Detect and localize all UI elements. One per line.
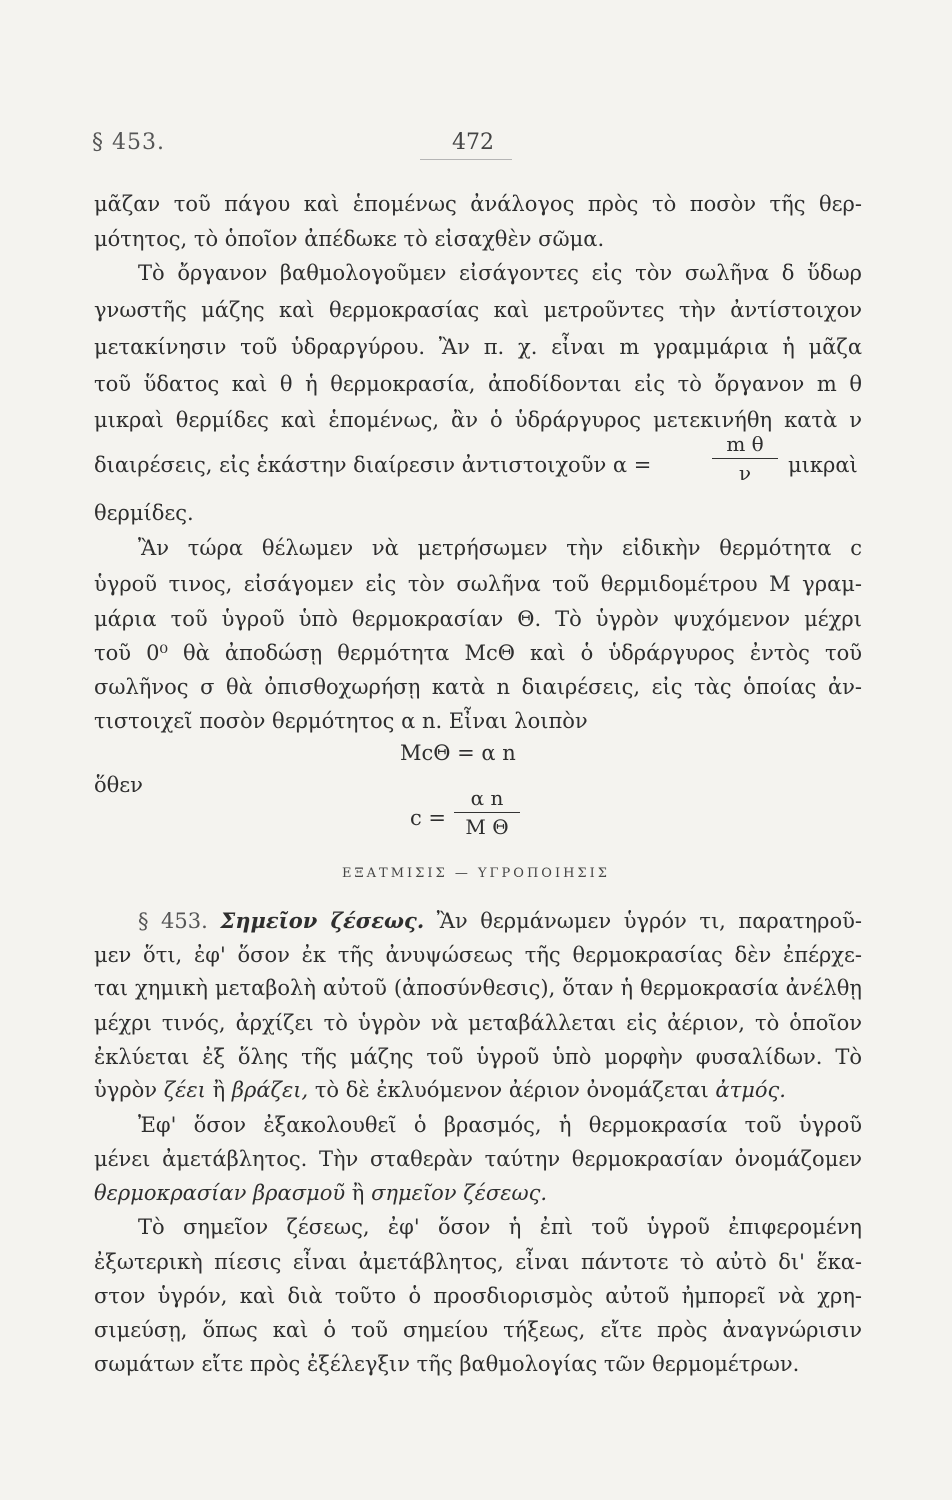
fraction-formula xyxy=(710,432,780,485)
text-line: μάρια τοῦ ὑγροῦ ὑπὸ θερμοκρασίαν Θ. Τὸ ὑγρὸν ψυχόμενον μέχρι xyxy=(94,607,862,631)
fraction-denominator: ν xyxy=(738,461,752,485)
section-heading: ΕΞΑΤΜΙΣΙΣ — ΥΓΡΟΠΟΙΗΣΙΣ xyxy=(342,866,610,881)
text-line: τιστοιχεῖ ποσὸν θερμότητος α n. Εἶναι λοιπὸν xyxy=(94,709,588,733)
formula-lhs: c = xyxy=(410,806,447,830)
text-line xyxy=(138,906,862,936)
formula-equation: McΘ = α n xyxy=(400,741,516,765)
text-line: μᾶζαν τοῦ πάγου καὶ ἑπομένως ἀνάλογος πρὸς τὸ ποσὸν τῆς θερ- xyxy=(94,192,862,216)
fraction-numerator: α n xyxy=(470,786,504,810)
fraction-numerator: m θ xyxy=(726,432,764,456)
text-line: ὑγροῦ τινος, εἰσάγομεν εἰς τὸν σωλῆνα τοῦ θερμιδομέτρου Μ γραμ- xyxy=(94,572,862,596)
term-italic: ζέει xyxy=(163,1078,206,1102)
fraction-denominator: M Θ xyxy=(465,815,509,839)
text-span: ἢ xyxy=(212,1078,226,1102)
text-line: ἐκλύεται ἐξ ὅλης τῆς μάζης τοῦ ὑγροῦ ὑπὸ μορφὴν φυσαλίδων. Τὸ xyxy=(94,1045,862,1069)
text-line: στον ὑγρόν, καὶ διὰ τοῦτο ὁ προσδιορισμὸς αὐτοῦ ἠμπορεῖ νὰ χρη- xyxy=(94,1284,862,1308)
text-span: τὸ δὲ ἐκλυόμενον ἀέριον ὀνομάζεται xyxy=(314,1078,709,1102)
section-sign: § 453. xyxy=(138,909,208,933)
page-number: 472 xyxy=(452,130,494,155)
text-span: Ἂν θερμάνωμεν ὑγρόν τι, παρατηροῦ- xyxy=(436,909,862,933)
text-line: σωλῆνος σ θὰ ὀπισθοχωρήσῃ κατὰ n διαιρέσεις, εἰς τὰς ὁποίας ἀν- xyxy=(94,675,862,699)
text-line: ὅθεν xyxy=(94,773,143,797)
text-line: σιμεύσῃ, ὅπως καὶ ὁ τοῦ σημείου τήξεως, εἴτε πρὸς ἀναγνώρισιν xyxy=(94,1318,862,1342)
text-line: σωμάτων εἴτε πρὸς ἐξέλεγξιν τῆς βαθμολογίας τῶν θερμομέτρων. xyxy=(94,1352,800,1376)
text-line: γνωστῆς μάζης καὶ θερμοκρασίας καὶ μετροῦντες τὴν ἀντίστοιχον xyxy=(94,298,862,322)
term-italic: σημεῖον ζέσεως. xyxy=(371,1181,548,1205)
term-italic: θερμοκρασίαν βρασμοῦ xyxy=(94,1181,346,1205)
text-line xyxy=(94,1075,862,1105)
text-line: τοῦ 0⁰ θὰ ἀποδώσῃ θερμότητα McΘ καὶ ὁ ὑδράργυρος ἐντὸς τοῦ xyxy=(94,641,862,665)
text-line: μεν ὅτι, ἐφ' ὅσον ἐκ τῆς ἀνυψώσεως τῆς θερμοκρασίας δὲν ἐπέρχε- xyxy=(94,943,862,967)
text-line: Ἐφ' ὅσον ἐξακολουθεῖ ὁ βρασμός, ἡ θερμοκρασία τοῦ ὑγροῦ xyxy=(138,1113,862,1137)
text-word: μικραὶ xyxy=(788,453,858,477)
text-line: μικραὶ θερμίδες καὶ ἑπομένως, ἂν ὁ ὑδράργυρος μετεκινήθη κατὰ ν xyxy=(94,408,862,432)
text-line: διαιρέσεις, εἰς ἑκάστην διαίρεσιν ἀντιστοιχοῦν α = xyxy=(94,453,652,477)
text-span: ἢ xyxy=(351,1181,365,1205)
text-line: Τὸ σημεῖον ζέσεως, ἐφ' ὅσον ἡ ἐπὶ τοῦ ὑγροῦ ἐπιφερομένη xyxy=(138,1215,862,1239)
subsection-title: Σημεῖον ζέσεως. xyxy=(220,908,425,933)
term-italic: βράζει, xyxy=(231,1078,309,1102)
text-line: ἐξωτερικὴ πίεσις εἶναι ἀμετάβλητος, εἶναι πάντοτε τὸ αὐτὸ δι' ἕκα- xyxy=(94,1250,862,1274)
text-span: ὑγρὸν xyxy=(94,1078,158,1102)
text-line: μετακίνησιν τοῦ ὑδραργύρου. Ἂν π. χ. εἶναι m γραμμάρια ἡ μᾶζα xyxy=(94,335,862,359)
text-line: μένει ἀμετάβλητος. Τὴν σταθερὰν ταύτην θερμοκρασίαν ὀνομάζομεν xyxy=(94,1147,862,1171)
text-line: ται χημικὴ μεταβολὴ αὐτοῦ (ἀποσύνθεσις), ὅταν ἡ θερμοκρασία ἀνέλθῃ xyxy=(94,976,862,1000)
text-line: μέχρι τινός, ἀρχίζει τὸ ὑγρὸν νὰ μεταβάλλεται εἰς ἀέριον, τὸ ὁποῖον xyxy=(94,1011,862,1035)
header-divider xyxy=(420,159,512,160)
text-line: μότητος, τὸ ὁποῖον ἀπέδωκε τὸ εἰσαχθὲν σῶμα. xyxy=(94,227,605,251)
fraction-formula xyxy=(452,786,522,839)
text-line: θερμίδες. xyxy=(94,501,194,525)
text-line: Τὸ ὄργανον βαθμολογοῦμεν εἰσάγοντες εἰς τὸν σωλῆνα δ ὕδωρ xyxy=(138,261,862,285)
text-line: Ἂν τώρα θέλωμεν νὰ μετρήσωμεν τὴν εἰδικὴν θερμότητα c xyxy=(138,536,862,560)
section-number: § 453. xyxy=(92,130,165,155)
text-line xyxy=(94,1178,862,1208)
term-italic: ἀτμός. xyxy=(715,1078,786,1102)
text-line: τοῦ ὕδατος καὶ θ ἡ θερμοκρασία, ἀποδίδονται εἰς τὸ ὄργανον m θ xyxy=(94,372,862,396)
